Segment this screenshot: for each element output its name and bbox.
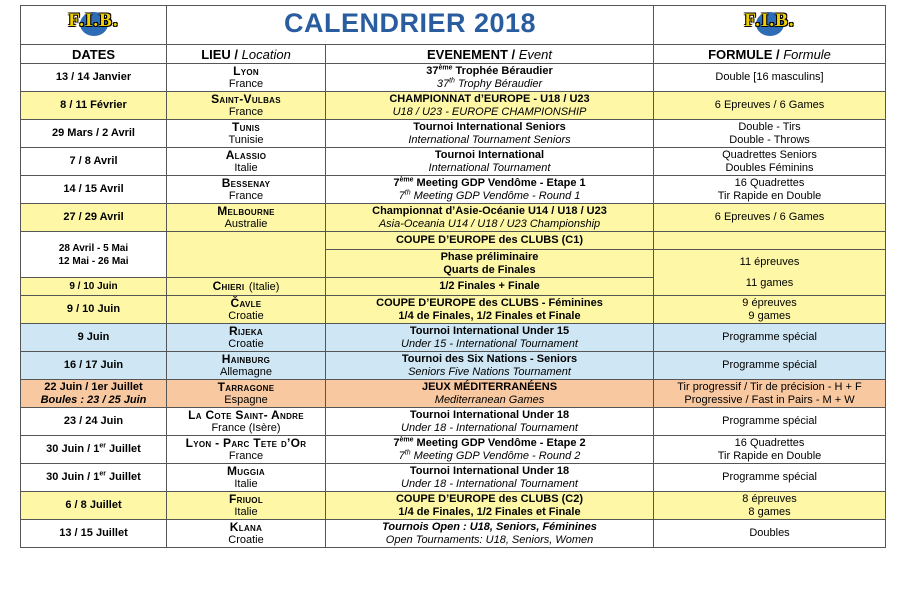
location-cell: Chieri (Italie) — [167, 278, 326, 296]
location-cell — [167, 232, 326, 278]
formule-cell: Programme spécial — [654, 324, 886, 352]
event-cell: COUPE D’EUROPE des CLUBS (C2) 1/4 de Finales, 1/2 Finales et Finale — [326, 492, 654, 520]
event-cell: Tournoi des Six Nations - Seniors Seniors Five Nations Tournament — [326, 352, 654, 380]
location-cell: Melbourne Australie — [167, 204, 326, 232]
location-cell: Lyon - Parc Tete d’Or France — [167, 436, 326, 464]
formule-cell: 6 Epreuves / 6 Games — [654, 92, 886, 120]
table-row — [21, 324, 886, 352]
date-cell: 27 / 29 Avril — [21, 204, 167, 232]
formule-cell: 16 Quadrettes Tir Rapide en Double — [654, 176, 886, 204]
date-cell: 7 / 8 Avril — [21, 148, 167, 176]
fib-logo-right — [734, 11, 806, 37]
table-row — [21, 120, 886, 148]
location-cell: Hainburg Allemagne — [167, 352, 326, 380]
event-cell: Tournoi International Under 18 Under 18 - International Tournament — [326, 464, 654, 492]
event-cell: Tournoi International Under 15 Under 15 - International Tournament — [326, 324, 654, 352]
date-cell: 14 / 15 Avril — [21, 176, 167, 204]
location-cell: Alassio Italie — [167, 148, 326, 176]
formule-cell: 6 Epreuves / 6 Games — [654, 204, 886, 232]
table-row — [21, 464, 886, 492]
date-cell: 9 / 10 Juin — [21, 278, 167, 296]
location-cell: Lyon France — [167, 64, 326, 92]
formule-cell: 9 épreuves 9 games — [654, 296, 886, 324]
event-cell: Championnat d’Asie-Océanie U14 / U18 / U23 Asia-Oceania U14 / U18 / U23 Championship — [326, 204, 654, 232]
event-cell: Phase préliminaire Quarts de Finales — [326, 250, 654, 278]
table-row — [21, 92, 886, 120]
location-cell: Tarragone Espagne — [167, 380, 326, 408]
formule-cell: Programme spécial — [654, 408, 886, 436]
table-row — [21, 520, 886, 548]
title-row — [21, 6, 886, 45]
table-row — [21, 204, 886, 232]
event-cell: 1/2 Finales + Finale — [326, 278, 654, 296]
date-cell: 9 / 10 Juin — [21, 296, 167, 324]
event-cell: 7ème Meeting GDP Vendôme - Etape 2 7th Meeting GDP Vendôme - Round 2 — [326, 436, 654, 464]
logo-left-cell — [21, 6, 167, 45]
title-cell — [167, 6, 654, 45]
date-cell: 23 / 24 Juin — [21, 408, 167, 436]
header-row — [21, 45, 886, 64]
event-cell: Tournoi International Seniors International Tournament Seniors — [326, 120, 654, 148]
location-cell: Rijeka Croatie — [167, 324, 326, 352]
date-cell: 6 / 8 Juillet — [21, 492, 167, 520]
logo-right-cell — [654, 6, 886, 45]
date-cell: 8 / 11 Février — [21, 92, 167, 120]
location-cell: Bessenay France — [167, 176, 326, 204]
event-cell: Tournois Open : U18, Seniors, Féminines Open Tournaments: U18, Seniors, Women — [326, 520, 654, 548]
event-cell: Tournoi International International Tournament — [326, 148, 654, 176]
date-cell: 30 Juin / 1er Juillet — [21, 436, 167, 464]
logo-text: F.I.B. — [744, 10, 795, 31]
formule-cell: Programme spécial — [654, 352, 886, 380]
table-row — [21, 64, 886, 92]
formule-cell — [654, 232, 886, 250]
page-title: CALENDRIER 2018 — [283, 7, 537, 38]
table-row — [21, 380, 886, 408]
event-cell: 37ème Trophée Béraudier 37th Trophy Béraudier — [326, 64, 654, 92]
formule-cell: Doubles — [654, 520, 886, 548]
formule-cell: Double [16 masculins] — [654, 64, 886, 92]
formule-cell: Tir progressif / Tir de précision - H + F Progressive / Fast in Pairs - M + W — [654, 380, 886, 408]
location-cell: Muggia Italie — [167, 464, 326, 492]
logo-text: F.I.B. — [68, 10, 119, 31]
event-cell: 7ème Meeting GDP Vendôme - Etape 1 7th Meeting GDP Vendôme - Round 1 — [326, 176, 654, 204]
formule-cell: 8 épreuves 8 games — [654, 492, 886, 520]
col-dates: DATES — [21, 45, 167, 64]
event-cell: JEUX MÉDITERRANÉENS Mediterranean Games — [326, 380, 654, 408]
event-cell: COUPE D’EUROPE des CLUBS (C1) — [326, 232, 654, 250]
event-cell: COUPE D’EUROPE des CLUBS - Féminines 1/4 de Finales, 1/2 Finales et Finale — [326, 296, 654, 324]
formule-cell: Double - Tirs Double - Throws — [654, 120, 886, 148]
calendar-table — [20, 5, 886, 548]
formule-cell: Programme spécial — [654, 464, 886, 492]
fib-logo — [58, 11, 130, 37]
formule-cell: 11 épreuves 11 games — [654, 250, 886, 296]
date-cell: 29 Mars / 2 Avril — [21, 120, 167, 148]
date-cell: 22 Juin / 1er Juillet Boules : 23 / 25 Juin — [21, 380, 167, 408]
date-cell: 13 / 14 Janvier — [21, 64, 167, 92]
table-row — [21, 436, 886, 464]
location-cell: Tunis Tunisie — [167, 120, 326, 148]
location-cell: Friuol Italie — [167, 492, 326, 520]
table-row — [21, 176, 886, 204]
table-row — [21, 408, 886, 436]
col-event: EVENEMENT / Event — [326, 45, 654, 64]
formule-cell: 16 Quadrettes Tir Rapide en Double — [654, 436, 886, 464]
event-cell: CHAMPIONNAT d’EUROPE - U18 / U23 U18 / U23 - EUROPE CHAMPIONSHIP — [326, 92, 654, 120]
location-cell: Klana Croatie — [167, 520, 326, 548]
table-row — [21, 492, 886, 520]
event-cell: Tournoi International Under 18 Under 18 - International Tournament — [326, 408, 654, 436]
date-cell: 16 / 17 Juin — [21, 352, 167, 380]
table-row — [21, 296, 886, 324]
table-row — [21, 232, 886, 250]
formule-cell: Quadrettes Seniors Doubles Féminins — [654, 148, 886, 176]
date-cell: 9 Juin — [21, 324, 167, 352]
table-row — [21, 352, 886, 380]
date-cell: 28 Avril - 5 Mai 12 Mai - 26 Mai — [21, 232, 167, 278]
location-cell: Saint-Vulbas France — [167, 92, 326, 120]
col-lieu: LIEU / Location — [167, 45, 326, 64]
location-cell: La Cote Saint- Andre France (Isère) — [167, 408, 326, 436]
col-formule: FORMULE / Formule — [654, 45, 886, 64]
location-cell: Čavle Croatie — [167, 296, 326, 324]
date-cell: 13 / 15 Juillet — [21, 520, 167, 548]
table-row — [21, 148, 886, 176]
date-cell: 30 Juin / 1er Juillet — [21, 464, 167, 492]
